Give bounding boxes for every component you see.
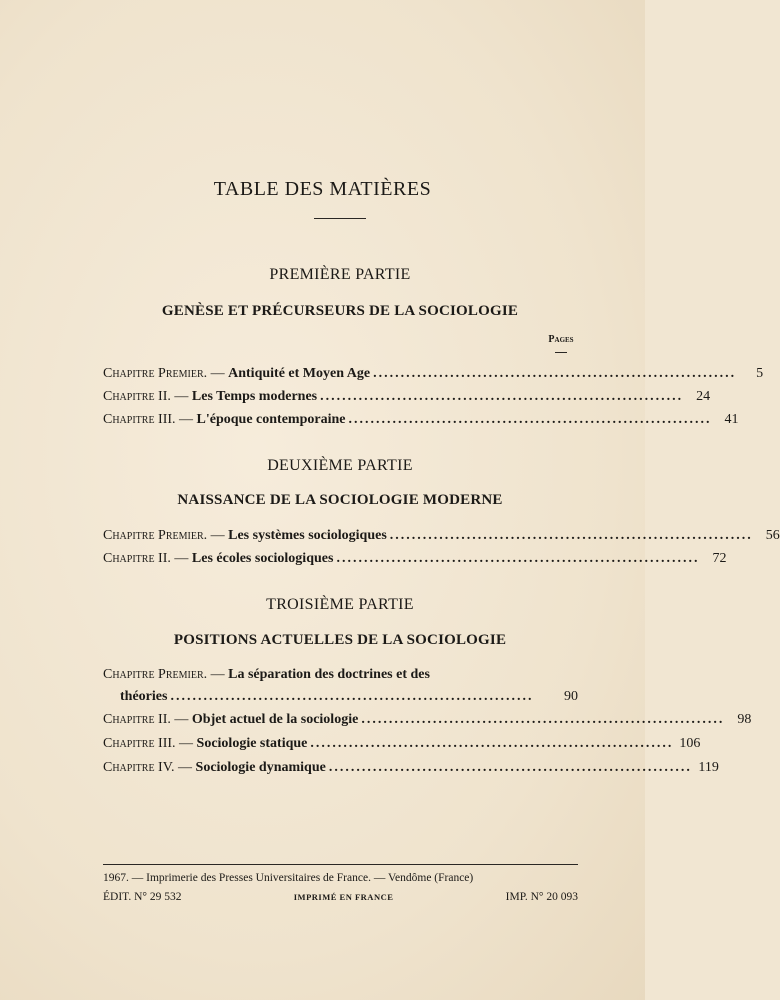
chapter-title-continuation: théories — [120, 689, 168, 704]
dot-leader: .................................................................. — [320, 389, 684, 404]
footer-line-1 — [103, 872, 578, 884]
dash-separator: — — [175, 412, 197, 427]
page-number: 119 — [698, 760, 719, 775]
part-3-subtitle: POSITIONS ACTUELLES DE LA SOCIOLOGIE — [173, 632, 507, 648]
dot-leader: .................................................................. — [361, 712, 725, 727]
part-3-title: TROISIÈME PARTIE — [266, 596, 414, 613]
chapter-label: Chapitre Premier. — [103, 667, 208, 682]
page-title: TABLE DES MATIÈRES — [213, 178, 432, 200]
page-number: 98 — [737, 712, 752, 727]
dash-separator: — — [170, 551, 192, 566]
printer-info: 1967. — Imprimerie des Presses Universitaires de France. — Vendôme (France) — [103, 872, 474, 884]
chapter-title: La séparation des doctrines et des — [228, 667, 430, 682]
chapter-title: Les Temps modernes — [191, 389, 318, 404]
dot-leader: .................................................................. — [348, 412, 712, 427]
printed-in-france: IMPRIMÉ EN FRANCE — [293, 892, 394, 902]
dash-separator: — — [207, 528, 229, 543]
page-number: 56 — [765, 528, 780, 543]
chapter-label: Chapitre Premier. — [103, 366, 208, 381]
footer-line-2 — [103, 891, 578, 903]
dash-separator: — — [207, 667, 229, 682]
part-2-subtitle: NAISSANCE DE LA SOCIOLOGIE MODERNE — [177, 492, 503, 508]
dot-leader: .................................................................. — [328, 760, 692, 775]
chapter-label: Chapitre IV. — [103, 760, 175, 775]
dot-leader: .................................................................. — [389, 528, 753, 543]
dash-separator: — — [207, 366, 229, 381]
chapter-label: Chapitre II. — [103, 551, 171, 566]
page-number: 5 — [756, 366, 764, 381]
chapter-title: L'époque contemporaine — [196, 412, 346, 427]
toc-entry[interactable] — [103, 712, 752, 732]
chapter-title: Les écoles sociologiques — [191, 551, 334, 566]
toc-entry[interactable] — [103, 366, 764, 386]
pages-column-label: Pages — [548, 334, 574, 345]
part-1-subtitle: GENÈSE ET PRÉCURSEURS DE LA SOCIOLOGIE — [161, 303, 519, 319]
page-number: 106 — [679, 736, 701, 751]
pages-divider — [555, 352, 567, 353]
toc-entry[interactable] — [103, 551, 727, 571]
part-2-title: DEUXIÈME PARTIE — [267, 457, 413, 474]
toc-entry-continuation[interactable] — [120, 689, 578, 709]
edition-number: ÉDIT. N° 29 532 — [103, 891, 182, 903]
chapter-title: Sociologie statique — [196, 736, 308, 751]
chapter-title: Sociologie dynamique — [195, 760, 326, 775]
chapter-label: Chapitre Premier. — [103, 528, 208, 543]
dot-leader: .................................................................. — [170, 689, 534, 704]
dot-leader: .................................................................. — [310, 736, 674, 751]
chapter-title: Antiquité et Moyen Age — [228, 366, 371, 381]
print-number: IMP. N° 20 093 — [505, 891, 578, 903]
dot-leader: .................................................................. — [336, 551, 700, 566]
toc-entry[interactable] — [103, 760, 719, 780]
page-number: 90 — [564, 689, 578, 704]
page-number: 41 — [724, 412, 739, 427]
toc-entry[interactable] — [103, 389, 711, 409]
footer-divider — [103, 864, 578, 865]
chapter-label: Chapitre III. — [103, 736, 176, 751]
toc-entry[interactable] — [103, 412, 739, 432]
page-number: 24 — [696, 389, 711, 404]
chapter-label: Chapitre II. — [103, 389, 171, 404]
part-1-title: PREMIÈRE PARTIE — [269, 266, 411, 283]
chapter-label: Chapitre II. — [103, 712, 171, 727]
toc-entry[interactable] — [103, 528, 780, 548]
dot-leader: .................................................................. — [373, 366, 737, 381]
dash-separator: — — [175, 736, 197, 751]
page-number: 72 — [712, 551, 727, 566]
chapter-label: Chapitre III. — [103, 412, 176, 427]
dash-separator: — — [170, 712, 192, 727]
chapter-title: Les systèmes sociologiques — [228, 528, 387, 543]
dash-separator: — — [174, 760, 196, 775]
toc-entry[interactable] — [103, 736, 701, 756]
toc-entry[interactable] — [103, 667, 578, 687]
dash-separator: — — [170, 389, 192, 404]
chapter-title: Objet actuel de la sociologie — [191, 712, 359, 727]
title-divider — [314, 218, 366, 219]
